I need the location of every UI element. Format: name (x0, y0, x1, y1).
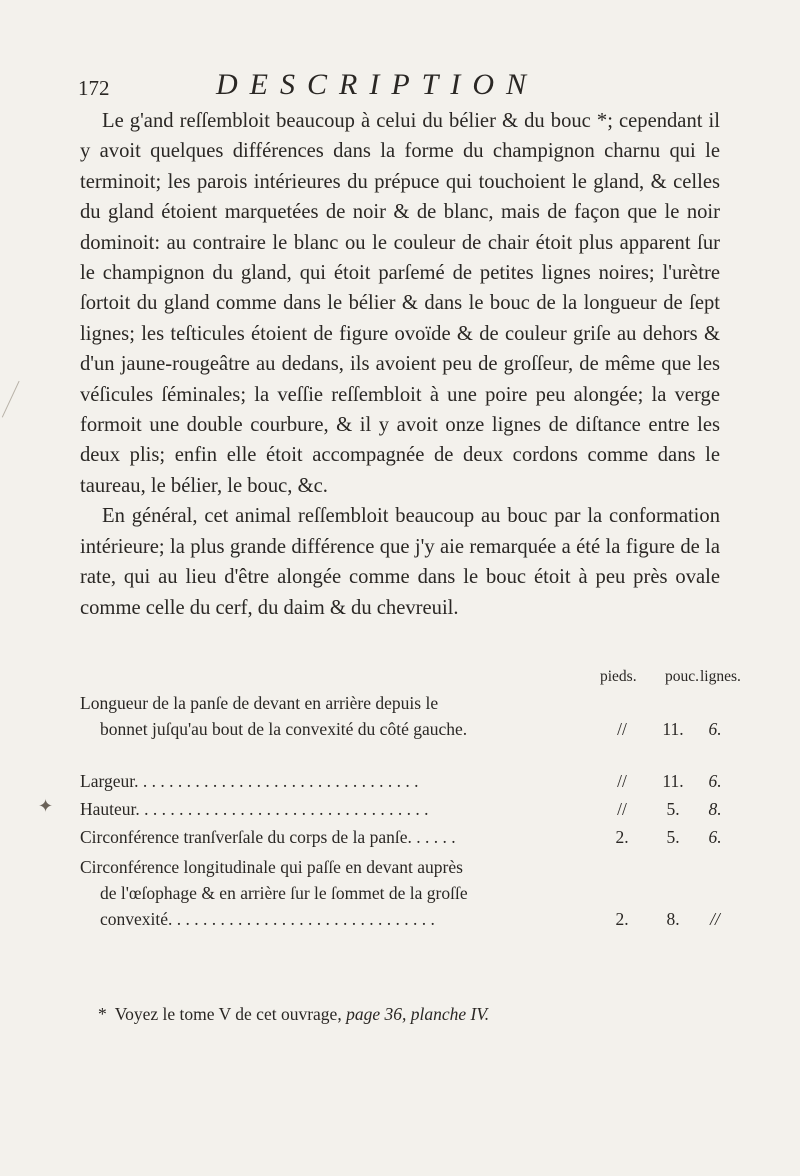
footnote (98, 1004, 738, 1025)
value-lignes: 6. (708, 827, 722, 847)
running-title: DESCRIPTION (216, 68, 538, 101)
value-lignes: 6. (708, 719, 722, 739)
value-pouc: 5. (666, 827, 680, 847)
row-label-line: bonnet juſqu'au bout de la convexité du côté gauche. (100, 719, 468, 739)
value-lignes: 8. (708, 799, 722, 819)
value-pouc: 11. (662, 719, 684, 739)
value-pieds: // (617, 771, 627, 791)
value-pieds: // (617, 799, 627, 819)
row-label (80, 854, 560, 932)
row-label (80, 690, 560, 742)
footnote-marker: * (98, 1004, 107, 1024)
page-number: 172 (78, 76, 110, 100)
row-label-line: Circonférence tranſverſale du corps de la panſe. . . . . . (80, 827, 456, 847)
row-label-line: convexité. . . . . . . . . . . . . . . . . . . . . . . . . . . . . . . (100, 909, 435, 929)
unit-header-pouc: pouc. (665, 668, 700, 685)
value-pouc: 5. (666, 799, 680, 819)
unit-header-lignes: lignes. (700, 668, 741, 685)
value-pouc: 8. (666, 909, 680, 929)
row-label-line: Longueur de la panſe de devant en arrière depuis le (80, 693, 439, 713)
footnote-page-ref: page 36, planche IV. (346, 1004, 490, 1024)
value-pouc: 11. (662, 771, 684, 791)
row-label-line: de l'œſophage & en arrière ſur le ſommet de la groſſe (100, 883, 468, 903)
value-pieds: 2. (615, 909, 629, 929)
value-pieds: 2. (615, 827, 629, 847)
footnote-text: Voyez le tome V de cet ouvrage, (114, 1004, 347, 1024)
margin-scratch (2, 381, 23, 419)
value-lignes: // (710, 909, 720, 929)
running-head (78, 68, 718, 108)
body-text (80, 106, 720, 623)
ink-blot-mark: ✦ (38, 796, 54, 817)
row-label-line: Circonférence longitudinale qui paſſe en devant auprès (80, 857, 463, 877)
unit-header-pieds: pieds. (600, 668, 637, 685)
row-label (80, 796, 560, 822)
paragraph-2: En général, cet animal reſſembloit beaucoup au bouc par la conformation intérieure; la plus grande différence que j'y aie remarquée a été la figure de la rate, qui au lieu d'être alongée comme dans le bouc étoit à peu près ovale comme celle du cerf, du daim & du chevreuil. (80, 505, 720, 619)
paragraph-1: Le g'and reſſembloit beaucoup à celui du bélier & du bouc *; cependant il y avoit quelques différences dans la forme du champignon charnu qui le terminoit; les parois intérieures du prépuce qui touchoient le gland, & celles du gland étoient marquetées de noir & de blanc, mais de façon que le noir dominoit: au contraire le blanc ou le couleur de chair étoit plus apparent ſur le champignon du gland, qui étoit parſemé de petites lignes noires; l'urètre ſortoit du gland comme dans le bélier & dans le bouc de la longueur de ſept lignes; les teſticules étoient de figure ovoïde & de couleur griſe au dehors & d'un jaune-rougeâtre au dedans, ils avoient peu de groſſeur, de même que les véſicules ſéminales; la veſſie reſſembloit à une poire peu alongée; la verge formoit une double courbure, & il y avoit onze lignes de diſtance entre les deux plis; enfin elle étoit accompagnée de deux cordons comme dans le taureau, le bélier, le bouc, &c. (80, 110, 720, 497)
row-label-line: Hauteur. . . . . . . . . . . . . . . . . . . . . . . . . . . . . . . . . . (80, 799, 429, 819)
value-lignes: 6. (708, 771, 722, 791)
row-label (80, 768, 560, 794)
row-label (80, 824, 560, 850)
value-pieds: // (617, 719, 627, 739)
row-label-line: Largeur. . . . . . . . . . . . . . . . . . . . . . . . . . . . . . . . . (80, 771, 419, 791)
